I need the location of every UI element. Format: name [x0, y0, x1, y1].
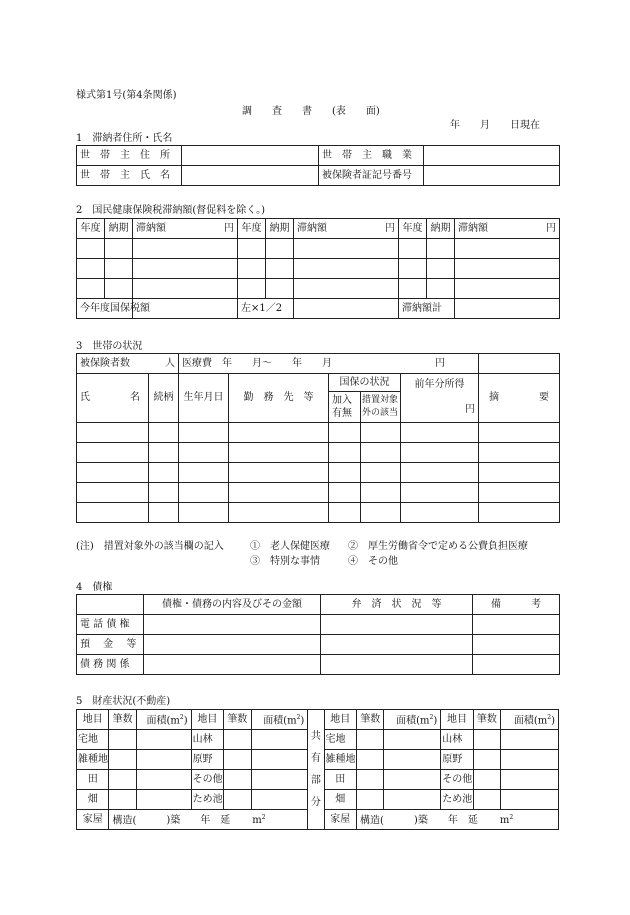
table-row[interactable] [77, 615, 560, 635]
col-remarks: 備 考 [473, 595, 560, 615]
col-term: 納期 [427, 219, 455, 239]
col-year: 年度 [238, 219, 266, 239]
col-area: 面積$(m^2)$ [501, 710, 559, 730]
col-amount: 滞納額 円 [294, 219, 399, 239]
note-3: ③ 特別な事情 [250, 556, 320, 567]
insured-number-label: 被保険者証記号番号 [319, 166, 424, 186]
col-work: 勤 務 先 等 [229, 374, 329, 423]
insured-number-field[interactable] [424, 166, 560, 186]
total-field[interactable] [455, 299, 560, 319]
half-label: 左×1／2 [238, 299, 294, 319]
claims-corner [77, 595, 144, 615]
row-label: 債 務 関 係 [77, 655, 144, 675]
row-label: 預 金 等 [77, 635, 144, 655]
form-id: 様式第1号(第4条関係) [76, 90, 177, 101]
col-relation: 続柄 [149, 374, 179, 423]
land-type: 畑 [77, 790, 109, 810]
name-field[interactable] [182, 166, 319, 186]
house-label: 家屋 [324, 810, 356, 830]
land-type: ため池 [191, 790, 223, 810]
occupation-label: 世 帯 主 職 業 [319, 146, 424, 166]
col-content: 債権・債務の内容及びその金額 [144, 595, 321, 615]
col-area: 面積$(m^2)$ [136, 710, 191, 730]
land-type: 雑種地 [324, 750, 356, 770]
land-type: 雑種地 [77, 750, 109, 770]
table-row[interactable] [77, 483, 560, 503]
col-amount: 滞納額 円 [455, 219, 560, 239]
page-title: 調 査 書 (表 面) [242, 106, 380, 117]
col-land: 地目 [191, 710, 223, 730]
household-table [76, 353, 560, 523]
table-row[interactable] [77, 443, 560, 463]
land-type: 山林 [191, 730, 223, 750]
section-3-heading: 3 世帯の状況 [76, 341, 143, 352]
col-area: 面積$(m^2)$ [384, 710, 441, 730]
col-area: 面積$(m^2)$ [251, 710, 308, 730]
col-year: 年度 [77, 219, 105, 239]
col-kokuho: 国保の状況 [329, 374, 401, 392]
land-type: 原野 [191, 750, 223, 770]
medical-blank [479, 354, 560, 374]
col-income: 前年分所得 円 [401, 374, 479, 423]
land-type: ため池 [441, 790, 473, 810]
land-type: 田 [324, 770, 356, 790]
col-name: 氏 名 [77, 374, 149, 423]
name-label: 世 帯 主 氏 名 [77, 166, 182, 186]
col-year: 年度 [399, 219, 427, 239]
claims-table [76, 594, 560, 675]
table-row[interactable] [77, 463, 560, 483]
land-type: 宅地 [77, 730, 109, 750]
land-type: 田 [77, 770, 109, 790]
land-type: 宅地 [324, 730, 356, 750]
arrears-table [76, 218, 560, 319]
shared-part-label: 共 有 部 分 [308, 710, 324, 830]
section-1-table [76, 145, 560, 186]
house-structure[interactable]: 構造( )築 年 延 $m^2$ [109, 810, 308, 830]
land-type: その他 [441, 770, 473, 790]
col-count: 筆数 [109, 710, 136, 730]
section-1-heading: 1 滞納者住所・氏名 [76, 133, 173, 144]
note-4: ④ その他 [348, 556, 398, 567]
land-type: その他 [191, 770, 223, 790]
col-count: 筆数 [224, 710, 251, 730]
land-type: 山林 [441, 730, 473, 750]
row-label: 電 話 債 権 [77, 615, 144, 635]
col-count: 筆数 [473, 710, 500, 730]
date-line: 年 月 日現在 [450, 120, 540, 131]
section-5-heading: 5 財産状況(不動産) [76, 696, 171, 707]
section-2-heading: 2 国民健康保険税滞納額(督促料を除く。) [76, 205, 265, 216]
medical-cost-cell[interactable]: 医療費 年 月〜 年 月 円 [179, 354, 479, 374]
current-tax-label: 今年度国保税額 [77, 299, 133, 319]
col-birth: 生年月日 [179, 374, 229, 423]
table-row[interactable] [77, 635, 560, 655]
col-land: 地目 [324, 710, 356, 730]
house-label: 家屋 [77, 810, 109, 830]
col-land: 地目 [77, 710, 109, 730]
land-type: 原野 [441, 750, 473, 770]
col-term: 納期 [266, 219, 294, 239]
col-term: 納期 [105, 219, 133, 239]
insured-count-cell[interactable]: 被保険者数 人 [77, 354, 179, 374]
col-repay: 弁 済 状 況 等 [321, 595, 473, 615]
section-4-heading: 4 債権 [76, 582, 113, 593]
occupation-field[interactable] [424, 146, 560, 166]
address-field[interactable] [182, 146, 319, 166]
table-row[interactable] [77, 423, 560, 443]
table-row[interactable] [77, 279, 560, 299]
table-row[interactable] [77, 259, 560, 279]
house-structure[interactable]: 構造( )築 年 延 $m^2$ [357, 810, 559, 830]
land-type: 畑 [324, 790, 356, 810]
table-row[interactable] [77, 239, 560, 259]
address-label: 世 帯 主 住 所 [77, 146, 182, 166]
col-join: 加入 有無 [329, 392, 361, 423]
note-label: (注) 措置対象外の該当欄の記入 [76, 541, 224, 552]
table-row[interactable] [77, 503, 560, 523]
note-2: ② 厚生労働省令で定める公費負担医療 [348, 541, 528, 552]
col-count: 筆数 [357, 710, 384, 730]
total-label: 滞納額計 [399, 299, 455, 319]
note-1: ① 老人保健医療 [250, 541, 330, 552]
col-amount: 滞納額 円 [133, 219, 238, 239]
half-field[interactable] [294, 299, 399, 319]
col-exempt: 措置対象 外の該当 [361, 392, 401, 423]
col-land: 地目 [441, 710, 473, 730]
table-row[interactable] [77, 655, 560, 675]
col-note: 摘 要 [479, 374, 560, 423]
property-table [76, 709, 559, 830]
